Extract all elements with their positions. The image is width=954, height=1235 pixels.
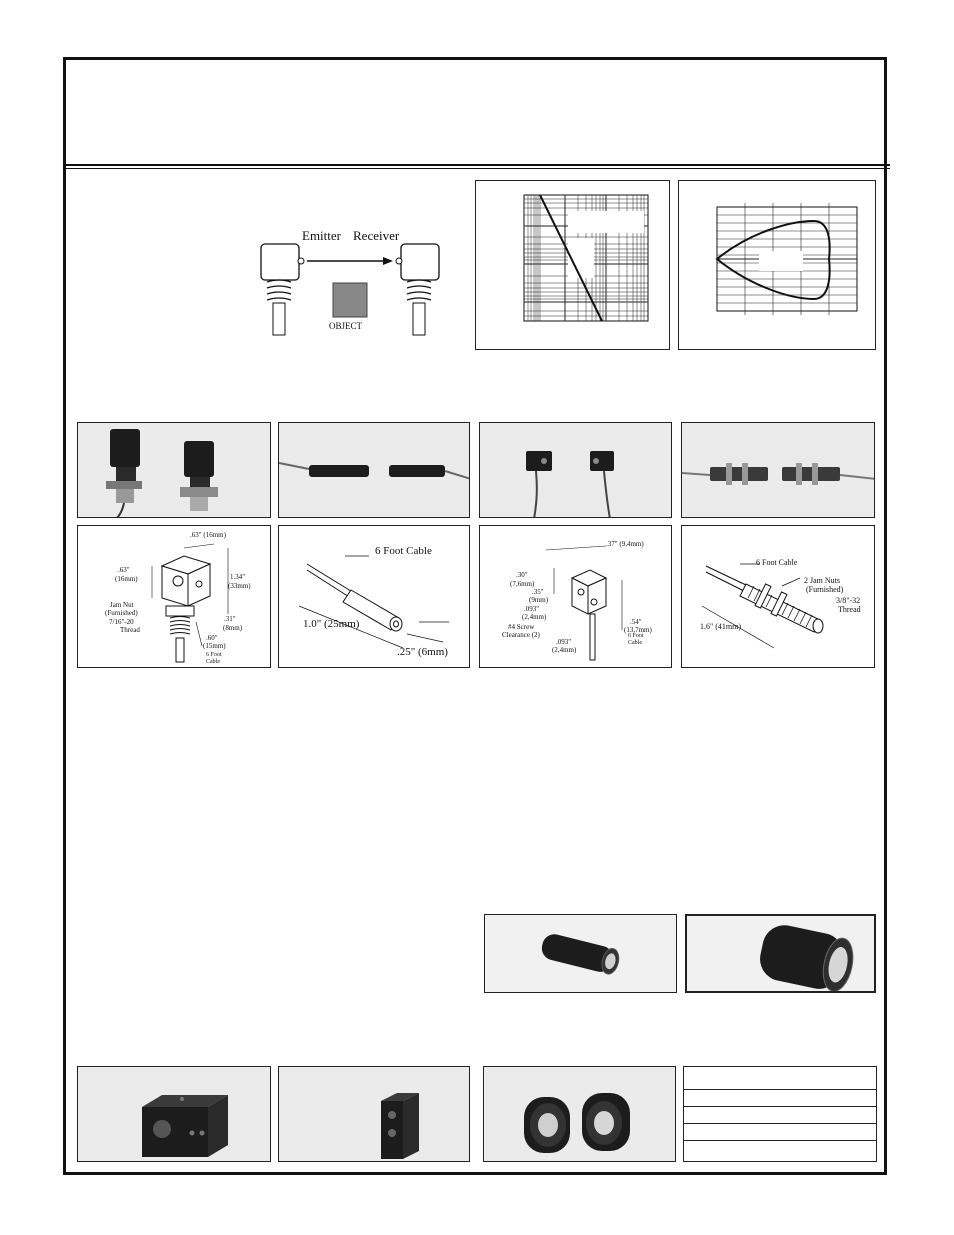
mini-block-sensor-photo — [480, 423, 672, 518]
mini-dim-depth-b: (7,6mm) — [510, 580, 535, 588]
block-dim-depth-a: .63" — [118, 566, 130, 574]
block-thread-2: Thread — [120, 626, 140, 634]
block-dim-height-a: 1.34" — [230, 573, 246, 581]
table-row — [684, 1123, 876, 1124]
cylinder-diameter-label: .25" (6mm) — [397, 646, 448, 658]
mini-dim-depth-a: .30" — [516, 571, 528, 579]
mini-dim-6-b: (2,4mm) — [552, 646, 577, 654]
threaded-thread-1: 3/8"-32 — [836, 596, 861, 605]
small-lens-photo — [485, 915, 677, 993]
mini-dim-4-b: (2,4mm) — [522, 613, 547, 621]
block-dim-height-b: (33mm) — [228, 582, 251, 590]
block-cable-1: 6 Foot — [206, 652, 222, 658]
block-dim-thread-a: .60" — [206, 634, 218, 642]
photo-block-sensor-pair — [77, 422, 271, 518]
photo-large-lens — [685, 914, 876, 993]
photo-mini-block-sensor-pair — [479, 422, 672, 518]
threaded-cable-label: 6 Foot Cable — [756, 558, 798, 567]
photo-lens-pair — [483, 1066, 676, 1162]
table-row — [684, 1106, 876, 1107]
emitter-receiver-diagram — [255, 225, 455, 345]
mini-dim-6-a: .093" — [556, 638, 572, 646]
block-dim-thread-b: (15mm) — [203, 642, 226, 650]
photo-cylinder-sensor-pair — [278, 422, 470, 518]
beam-pattern-plot — [679, 181, 876, 350]
block-dim-depth-b: (16mm) — [115, 575, 138, 583]
photo-threaded-sensor-pair — [681, 422, 875, 518]
cylinder-length-label: 1.0" (25mm) — [303, 618, 360, 630]
object-label: OBJECT — [329, 321, 363, 331]
block-sensor-photo — [78, 423, 271, 518]
block-sensor-drawing — [78, 526, 271, 668]
mini-screw-1: #4 Screw — [508, 623, 535, 631]
mini-cable-1: 6 Foot — [628, 633, 644, 639]
photo-reflector-block — [278, 1066, 470, 1162]
photo-small-lens — [484, 914, 677, 993]
threaded-thread-2: Thread — [838, 605, 861, 614]
accessory-table — [683, 1066, 877, 1162]
mini-screw-2: Clearance (2) — [502, 631, 540, 639]
beam-pattern-chart — [678, 180, 876, 350]
drawing-threaded-sensor — [681, 525, 875, 668]
large-lens-photo — [687, 916, 876, 993]
receiver-label: Receiver — [353, 228, 400, 243]
threaded-length-label: 1.6" (41mm) — [700, 622, 742, 631]
block-dim-nut-a: .31" — [224, 615, 236, 623]
table-row — [684, 1089, 876, 1090]
mini-dim-3-a: .35" — [532, 588, 544, 596]
mini-dim-3-b: (9mm) — [529, 596, 549, 604]
block-cable-2: Cable — [206, 659, 220, 665]
block-dim-width: .63" (16mm) — [190, 531, 226, 539]
excess-gain-plot — [476, 181, 670, 350]
header-divider — [63, 164, 890, 169]
threaded-nuts-1: 2 Jam Nuts — [804, 576, 840, 585]
mini-dim-4-a: .093" — [524, 605, 540, 613]
emitter-label: Emitter — [302, 228, 341, 243]
cylinder-cable-label: 6 Foot Cable — [375, 545, 432, 557]
lens-pair-photo — [484, 1067, 676, 1162]
mini-dim-5-b: (13,7mm) — [624, 626, 652, 634]
drawing-cylinder-sensor — [278, 525, 470, 668]
drawing-block-sensor — [77, 525, 271, 668]
mini-cable-2: Cable — [628, 640, 642, 646]
mounting-block-photo — [78, 1067, 271, 1162]
photo-mounting-block — [77, 1066, 271, 1162]
block-jam-nut-2: (Furnished) — [105, 609, 138, 617]
cylinder-sensor-photo — [279, 423, 470, 518]
block-dim-nut-b: (8mm) — [223, 624, 243, 632]
excess-gain-chart — [475, 180, 670, 350]
block-thread-1: 7/16"-20 — [109, 618, 134, 626]
reflector-block-photo — [279, 1067, 470, 1162]
block-jam-nut-1: Jam Nut — [110, 601, 134, 609]
threaded-nuts-2: (Furnished) — [806, 585, 844, 594]
threaded-sensor-photo — [682, 423, 875, 518]
drawing-mini-block-sensor — [479, 525, 672, 668]
mini-dim-5-a: .54" — [630, 618, 642, 626]
mini-dim-width: .37" (9,4mm) — [606, 540, 644, 548]
table-row — [684, 1140, 876, 1141]
